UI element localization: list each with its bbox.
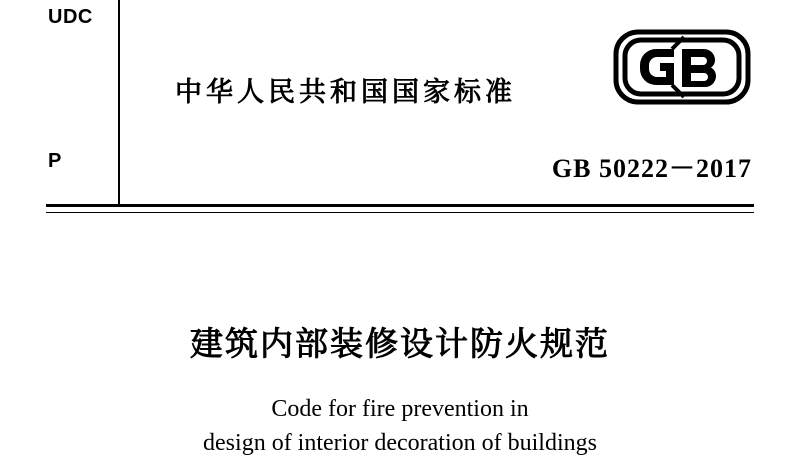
- header-vertical-divider: [118, 0, 120, 206]
- standard-number: GB 50222－2017: [551, 154, 752, 183]
- classification-code: P: [48, 150, 62, 172]
- document-title-english: [0, 392, 800, 460]
- document-title-chinese: 建筑内部装修设计防火规范: [190, 324, 610, 363]
- gb-logo: [612, 28, 752, 106]
- document-title-english-line2: design of interior decoration of buildings: [203, 430, 597, 456]
- header-divider-thick: [46, 204, 754, 207]
- udc-label: UDC: [48, 6, 93, 28]
- document-title-english-line1: Code for fire prevention in: [271, 396, 529, 422]
- header-divider-thin: [46, 212, 754, 213]
- standard-organization-title: 中华人民共和国国家标准: [175, 77, 516, 108]
